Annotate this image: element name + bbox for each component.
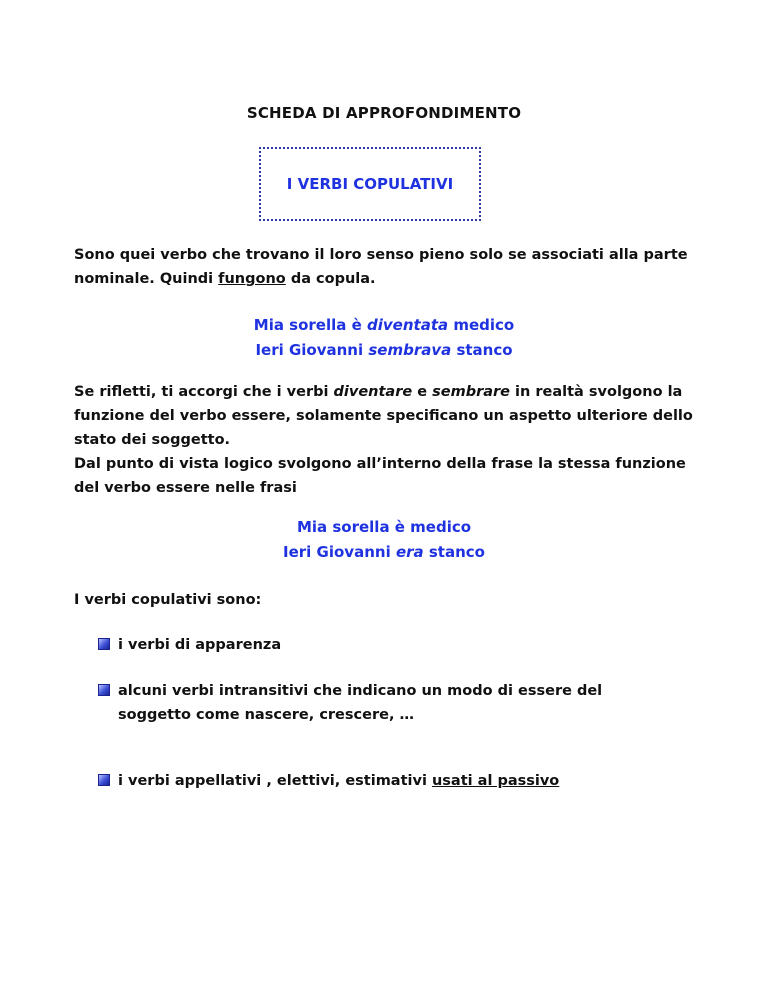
blue-square-bullet-icon — [98, 638, 110, 650]
list-intro: I verbi copulativi sono: — [74, 592, 262, 608]
underlined-word-fungono: fungono — [218, 271, 286, 287]
example-block-2 — [0, 515, 768, 565]
example-2-line-1: Mia sorella è medico — [296, 518, 472, 536]
boxed-heading-text: I VERBI COPULATIVI — [286, 175, 454, 193]
example-1-line-2: Ieri Giovanni sembrava stanco — [255, 341, 513, 359]
boxed-heading — [259, 147, 481, 221]
explanation-paragraph: Se rifletti, ti accorgi che i verbi diventare e sembrare in realtà svolgono la funzione del verbo essere, solamente specificano un aspetto ulteriore dello stato dei soggetto. Dal punto di vista logico svolgono all’interno della frase la stessa funzione del verbo essere nelle frasi — [74, 384, 693, 496]
intro-paragraph: Sono quei verbo che trovano il loro senso pieno solo se associati alla parte nominale. Quindi fungono da copula. — [74, 247, 688, 287]
example-1-line-1: Mia sorella è diventata medico — [253, 316, 515, 334]
page-title: SCHEDA DI APPROFONDIMENTO — [246, 104, 522, 122]
example-2-line-2: Ieri Giovanni era stanco — [283, 543, 485, 561]
example-block-1 — [0, 313, 768, 363]
blue-square-bullet-icon — [98, 774, 110, 786]
blue-square-bullet-icon — [98, 684, 110, 696]
underlined-phrase: usati al passivo — [431, 773, 560, 789]
